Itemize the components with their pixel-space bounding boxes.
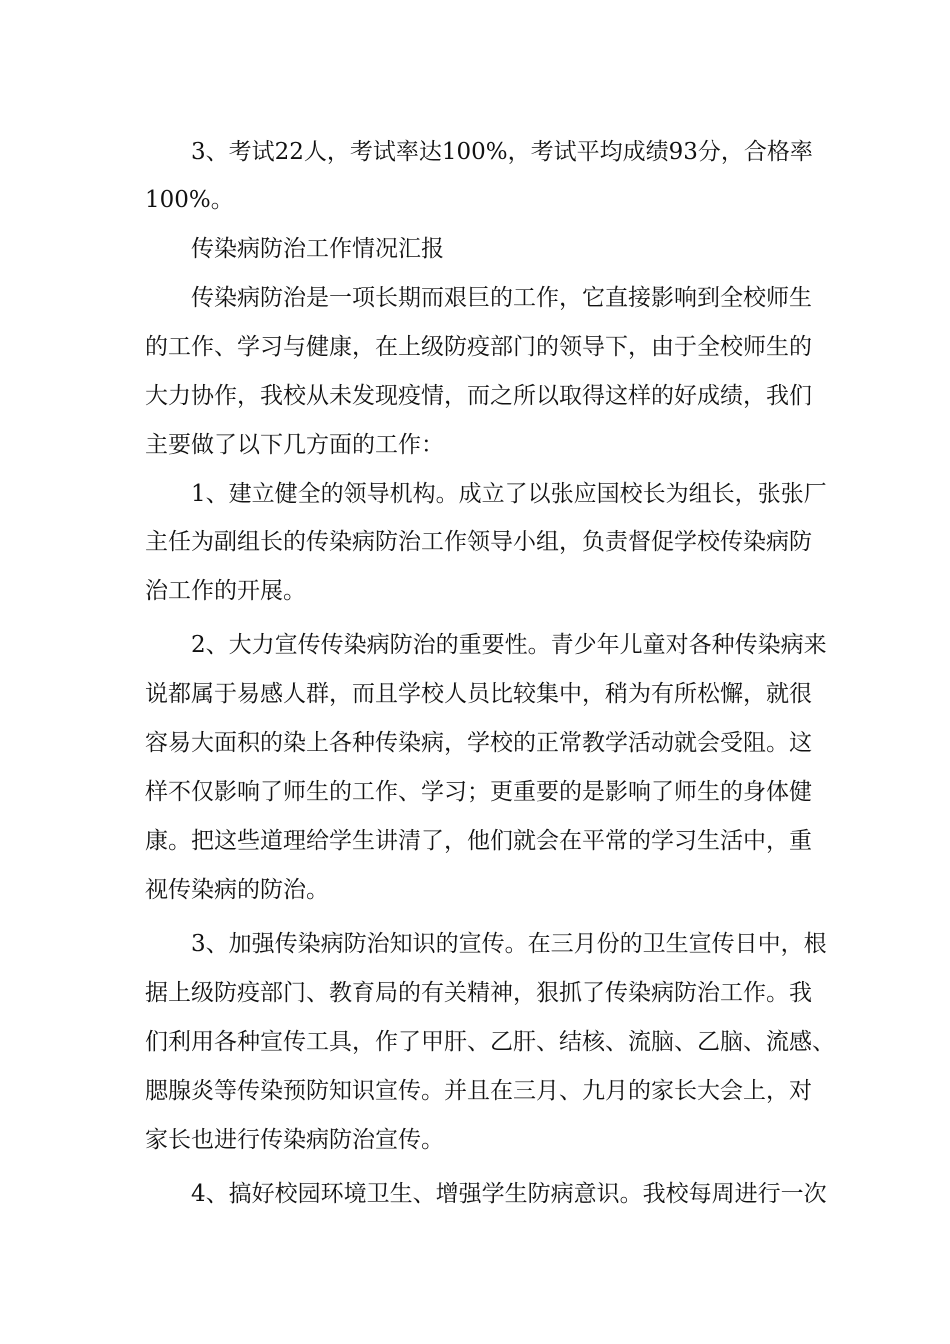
text-line: 样不仅影响了师生的工作、学习；更重要的是影响了师生的身体健: [145, 779, 812, 805]
text-line: 100%。: [145, 187, 234, 213]
text-line: 3、加强传染病防治知识的宣传。在三月份的卫生宣传日中，根: [191, 931, 827, 957]
text-line: 4、搞好校园环境卫生、增强学生防病意识。我校每周进行一次: [191, 1181, 827, 1207]
text-line: 3、考试22人，考试率达100%，考试平均成绩93分，合格率: [191, 139, 813, 165]
text-line: 主要做了以下几方面的工作：: [145, 432, 444, 458]
text-line: 传染病防治是一项长期而艰巨的工作，它直接影响到全校师生: [191, 285, 812, 311]
text-line: 治工作的开展。: [145, 578, 306, 604]
text-line: 主任为副组长的传染病防治工作领导小组，负责督促学校传染病防: [145, 529, 812, 555]
text-line: 据上级防疫部门、教育局的有关精神，狠抓了传染病防治工作。我: [145, 980, 812, 1006]
text-line: 视传染病的防治。: [145, 877, 329, 903]
text-line: 大力协作，我校从未发现疫情，而之所以取得这样的好成绩，我们: [145, 383, 812, 409]
text-line: 容易大面积的染上各种传染病，学校的正常教学活动就会受阻。这: [145, 730, 812, 756]
text-line: 家长也进行传染病防治宣传。: [145, 1127, 444, 1153]
text-line: 康。把这些道理给学生讲清了，他们就会在平常的学习生活中，重: [145, 828, 812, 854]
text-line: 2、大力宣传传染病防治的重要性。青少年儿童对各种传染病来: [191, 632, 827, 658]
text-line: 说都属于易感人群，而且学校人员比较集中，稍为有所松懈，就很: [145, 681, 812, 707]
text-line: 腮腺炎等传染预防知识宣传。并且在三月、九月的家长大会上，对: [145, 1078, 812, 1104]
text-line: 1、建立健全的领导机构。成立了以张应国校长为组长，张张厂: [191, 481, 827, 507]
section-title: 传染病防治工作情况汇报: [191, 236, 444, 262]
text-line: 的工作、学习与健康，在上级防疫部门的领导下，由于全校师生的: [145, 334, 812, 360]
text-line: 们利用各种宣传工具，作了甲肝、乙肝、结核、流脑、乙脑、流感、: [145, 1029, 835, 1055]
